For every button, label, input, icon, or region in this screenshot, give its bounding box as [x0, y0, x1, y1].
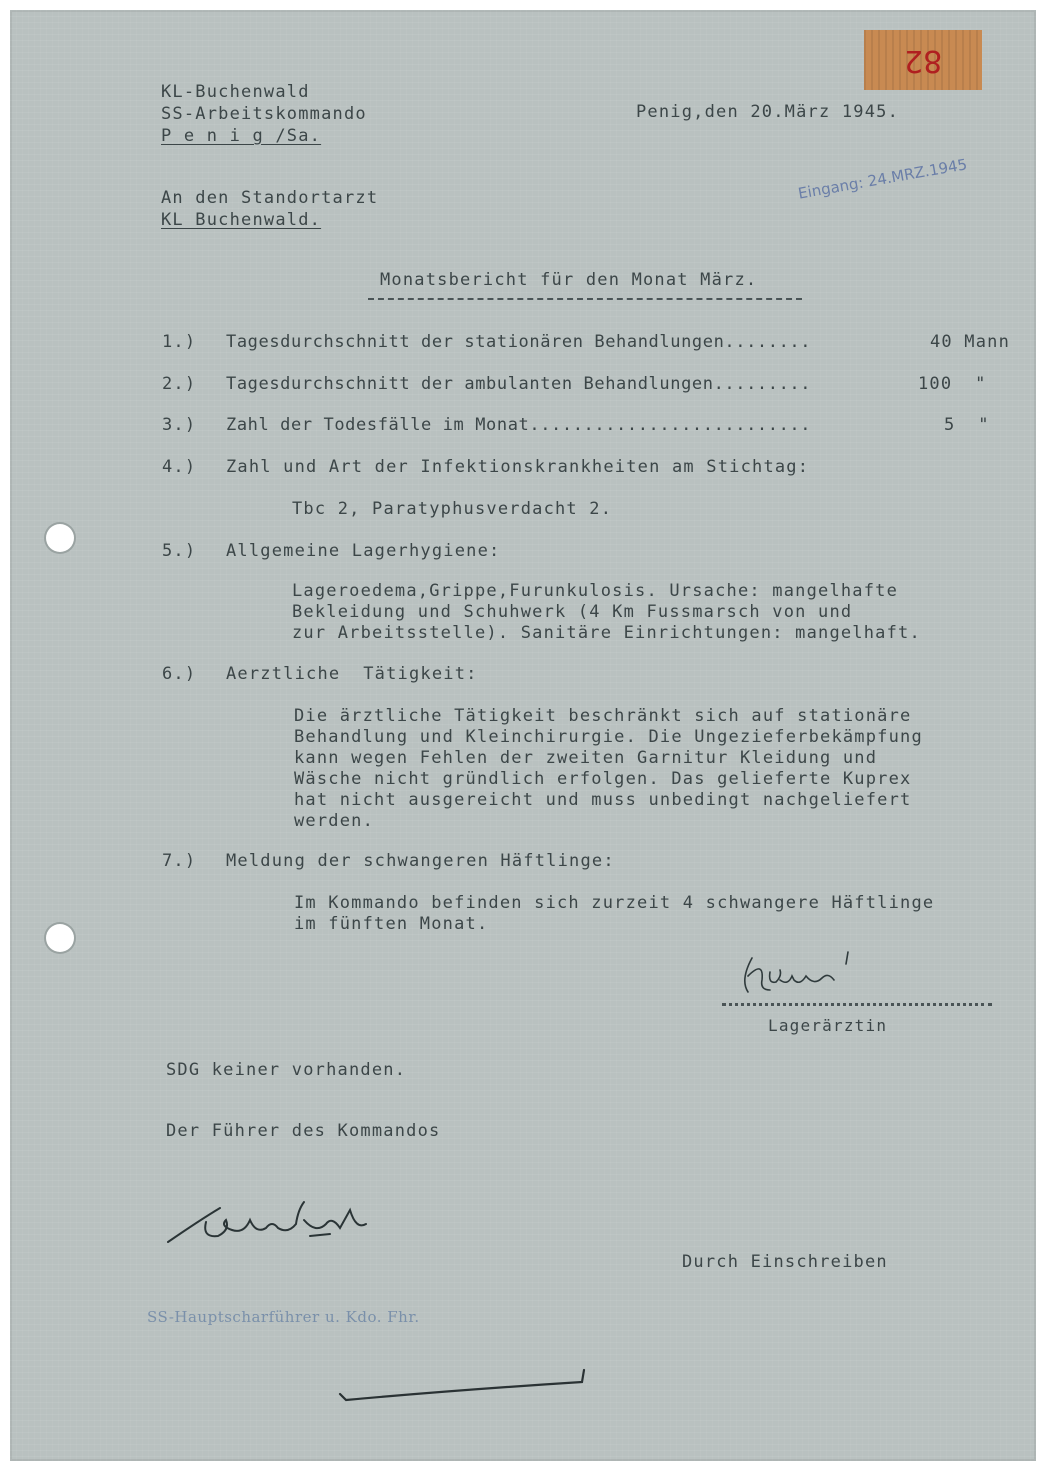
punch-hole-top: [46, 524, 74, 552]
item-label: Allgemeine Lagerhygiene:: [226, 541, 501, 561]
item-value: 40 Mann: [930, 332, 1011, 352]
item-value: 100 ": [918, 374, 987, 394]
item-number: 1.): [162, 332, 197, 352]
signature-dotted-line: [722, 1003, 992, 1006]
document-page: [10, 10, 1036, 1461]
punch-hole-bottom: [46, 924, 74, 952]
item-number: 2.): [162, 374, 197, 394]
item-label: Tagesdurchschnitt der stationären Behandlungen........: [226, 332, 812, 352]
date-line: Penig,den 20.März 1945.: [636, 102, 900, 122]
sdg-note: SDG keiner vorhanden.: [166, 1060, 407, 1080]
item-number: 7.): [162, 851, 197, 871]
item-label: Meldung der schwangeren Häftlinge:: [226, 851, 615, 871]
item-5-detail-line: Bekleidung und Schuhwerk (4 Km Fussmarsch von und: [292, 602, 853, 622]
item-number: 3.): [162, 415, 197, 435]
leader-signature: [160, 1190, 400, 1250]
item-label: Zahl der Todesfälle im Monat..........................: [226, 415, 812, 435]
report-title: Monatsbericht für den Monat März.: [380, 270, 758, 290]
item-5-detail-line: zur Arbeitsstelle). Sanitäre Einrichtungen: mangelhaft.: [292, 623, 921, 643]
doctor-title: Lagerärztin: [768, 1016, 888, 1035]
item-number: 6.): [162, 664, 197, 684]
sender-line-1: KL-Buchenwald: [161, 82, 310, 102]
item-6-detail-line: hat nicht ausgereicht und muss unbedingt nachgeliefert: [294, 790, 912, 810]
sender-line-2: SS-Arbeitskommando: [161, 104, 367, 124]
recipient-line-2: KL Buchenwald.: [161, 210, 322, 230]
archive-number: 82: [903, 42, 943, 78]
rank-stamp: SS-Hauptscharführer u. Kdo. Fhr.: [147, 1308, 420, 1326]
item-label: Tagesdurchschnitt der ambulanten Behandlungen.........: [226, 374, 812, 394]
item-6-detail-line: Wäsche nicht gründlich erfolgen. Das gelieferte Kuprex: [294, 769, 912, 789]
recipient-line-1: An den Standortarzt: [161, 188, 379, 208]
item-6-detail-line: werden.: [294, 811, 375, 831]
item-6-detail-line: kann wegen Fehlen der zweiten Garnitur Kleidung und: [294, 748, 878, 768]
item-number: 5.): [162, 541, 197, 561]
item-6-detail-line: Die ärztliche Tätigkeit beschränkt sich auf stationäre: [294, 706, 912, 726]
title-underline: [368, 298, 802, 300]
item-label: Zahl und Art der Infektionskrankheiten am Stichtag:: [226, 457, 810, 477]
received-stamp: Eingang: 24.MRZ.1945: [796, 155, 969, 203]
item-7-detail-line: im fünften Monat.: [294, 914, 489, 934]
leader-title: Der Führer des Kommandos: [166, 1121, 441, 1141]
item-5-detail-line: Lageroedema,Grippe,Furunkulosis. Ursache: mangelhafte: [292, 581, 899, 601]
item-label: Aerztliche Tätigkeit:: [226, 664, 478, 684]
pen-stroke: [336, 1366, 596, 1406]
item-4-detail: Tbc 2, Paratyphusverdacht 2.: [292, 499, 613, 519]
item-value: 5 ": [944, 415, 990, 435]
item-7-detail-line: Im Kommando befinden sich zurzeit 4 schwangere Häftlinge: [294, 893, 935, 913]
sender-line-3: P e n i g /Sa.: [161, 126, 322, 146]
archive-number-label: [864, 30, 982, 90]
delivery-note: Durch Einschreiben: [682, 1252, 888, 1272]
item-6-detail-line: Behandlung und Kleinchirurgie. Die Ungezieferbekämpfung: [294, 727, 923, 747]
item-number: 4.): [162, 457, 197, 477]
doctor-signature: [730, 950, 880, 1002]
